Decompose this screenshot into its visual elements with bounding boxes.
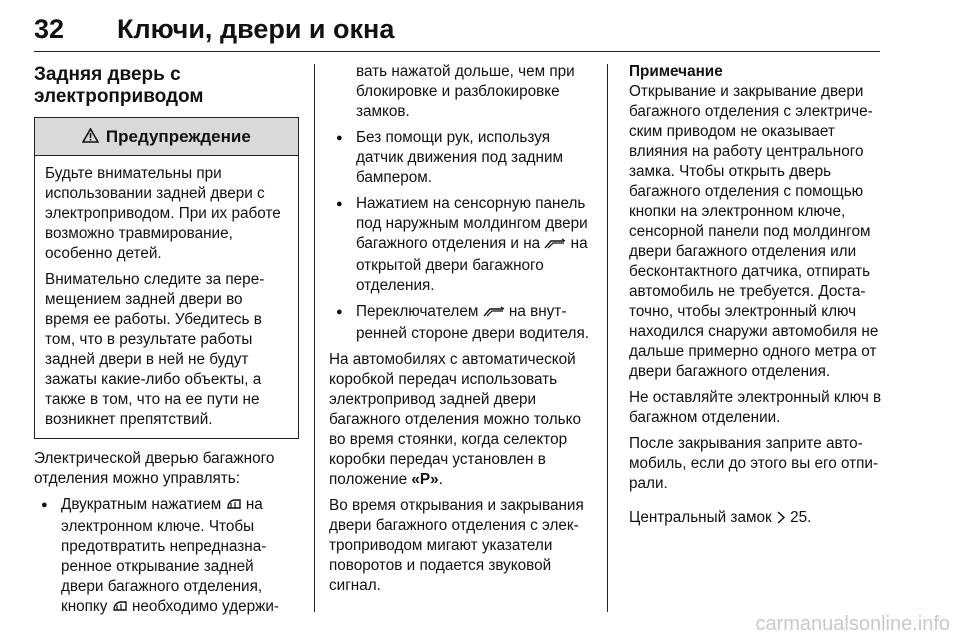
trunk-button-icon <box>112 599 128 619</box>
warning-body <box>35 156 298 438</box>
xref-page: 25. <box>790 509 812 526</box>
section-heading-line2: электроприводом <box>34 86 204 107</box>
warning-paragraph-2: Внимательно следите за перемещением задней двери во время ее работы. Убедитесь в том, что в результате работы задней двери в ней не будут зажаты какие-либо объекты, а также в том, что на ее пути не возникнет препятствий. <box>45 271 265 428</box>
list-item <box>329 302 593 344</box>
tailgate-icon <box>483 304 505 324</box>
automatic-transmission-paragraph <box>329 350 593 490</box>
page-reference-arrow-icon <box>776 510 786 530</box>
bullet1-text-c: необходимо удержи- <box>131 598 280 615</box>
p1-text: На автомобилях с автоматической коробкой передач использовать электропривод задней двери багажного отделения можно только во время стоянки, когда селектор коробки передач установлен в положение <box>329 351 581 488</box>
list-item <box>329 194 593 296</box>
note-paragraph-2: Не оставляйте электронный ключ в багажном отделении. <box>629 389 882 426</box>
warning-box <box>34 117 299 439</box>
section-heading-line1: Задняя дверь с <box>34 64 181 85</box>
trunk-button-icon <box>226 497 242 517</box>
note-title: Примечание <box>629 63 723 80</box>
intro-paragraph: Электрической дверью багажного отделения можно управлять: <box>34 450 275 487</box>
column-divider-2 <box>607 64 608 612</box>
gear-position-p: «P» <box>411 471 439 488</box>
bullet3-text-a: Нажатием на сенсорную панель под наружным молдингом двери багажного отделения и на <box>356 195 588 252</box>
column-2 <box>329 62 593 602</box>
list-item: ● Без помощи рук, используя датчик движения под задним бампером. <box>329 128 593 188</box>
warning-paragraph-1: Будьте внимательны при использовании задней двери с электроприводом. При их работе возможно травмирование, особенно детей. <box>45 165 281 262</box>
column-3 <box>629 62 887 536</box>
section-heading <box>34 64 299 108</box>
bullet-continuation <box>329 62 593 122</box>
control-methods-list <box>34 495 299 619</box>
warning-header <box>35 118 298 156</box>
list-item <box>34 495 299 619</box>
xref-text: Центральный замок <box>629 509 772 526</box>
column-divider-1 <box>314 64 315 612</box>
note-paragraph-1: Открывание и закрывание двери багажного отделения с электрическим приводом не оказывает влияния на работу центрального замка. Чтобы открыть дверь багажного отделения с помощью кнопки на электронном ключе, сенсорной панели под молдингом двери багажного отделения или бесконтактного датчика, отпирать автомобиль не требуется. Достаточно, чтобы электронный ключ находился снаружи автомобиля не дальше примерно одного метра от двери багажного отделения. <box>629 83 879 380</box>
bullet1-text-a: Двукратным нажатием <box>61 496 222 513</box>
cross-reference[interactable] <box>629 508 887 530</box>
bullet1-text-b: на электронном ключе. Чтобы предотвратить непредназнаренное открывание задней двери багажного отделения, кнопку <box>61 496 267 615</box>
control-methods-list-cont <box>329 128 593 344</box>
signals-paragraph: Во время открывания и закрывания двери багажного отделения с электроприводом мигают указатели поворотов и подается звуковой сигнал. <box>329 497 584 594</box>
watermark-text: carmanualsonline.info <box>755 613 950 635</box>
header-rule <box>34 51 880 52</box>
warning-title: Предупреждение <box>105 127 251 146</box>
column-1 <box>34 62 299 625</box>
tailgate-icon <box>544 236 566 256</box>
warning-triangle-icon <box>82 127 104 146</box>
bullet3-text-b: на открытой двери багажного отделения. <box>356 235 588 294</box>
page-number: 32 <box>34 14 65 44</box>
page-title: Ключи, двери и окна <box>117 14 395 44</box>
p1-end: . <box>438 471 443 488</box>
list-item-continuation: вать нажатой дольше, чем при блокировке и разблокировке замков. <box>356 63 575 120</box>
note-paragraph-3: После закрывания заприте автомобиль, если до этого вы его отпирали. <box>629 435 879 492</box>
bullet4-text-b: на внутренней стороне двери водителя. <box>356 303 590 342</box>
bullet4-text-a: Переключателем <box>356 303 479 320</box>
